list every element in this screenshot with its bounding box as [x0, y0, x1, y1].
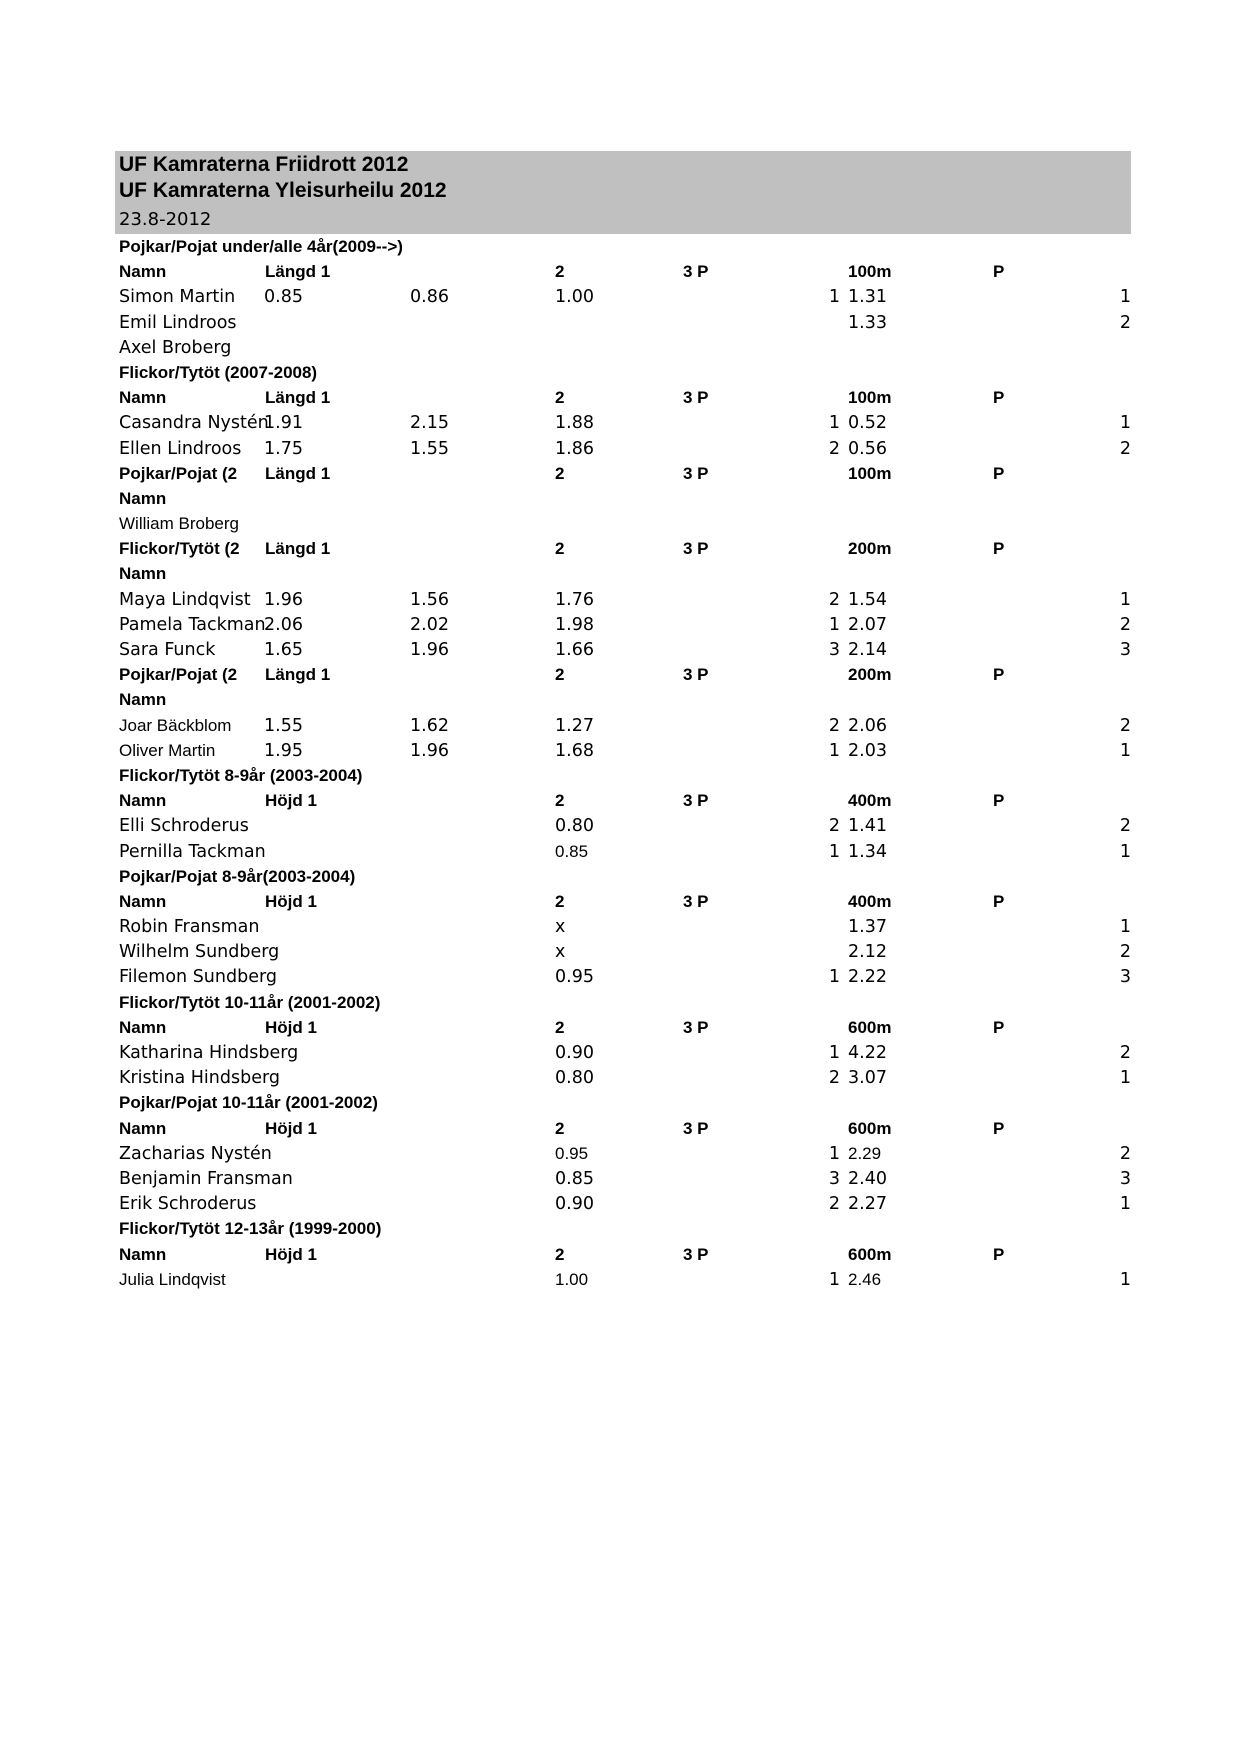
athlete-row — [115, 939, 1131, 964]
header-name: Namn — [119, 791, 167, 811]
attempt-1: 1.95 — [264, 740, 303, 761]
field-points: 1 — [828, 841, 840, 862]
athlete-name: Pamela Tackman — [119, 614, 266, 635]
field-points: 1 — [828, 740, 840, 761]
header-attempt-2: 2 — [555, 1017, 565, 1037]
header-run-event: 200m — [848, 539, 892, 559]
run-points: 2 — [1119, 614, 1131, 635]
athlete-name: Axel Broberg — [119, 337, 232, 358]
header-event-1: Höjd 1 — [265, 1118, 317, 1138]
attempt-3: 1.76 — [555, 589, 594, 610]
athlete-row — [115, 335, 1131, 360]
field-points: 2 — [828, 816, 840, 837]
athlete-row — [115, 1040, 1131, 1065]
header-run-event: 100m — [848, 388, 892, 408]
run-time: 4.22 — [848, 1043, 887, 1063]
athlete-name: Wilhelm Sundberg — [119, 942, 280, 963]
athlete-name: Maya Lindqvist — [119, 589, 251, 610]
header-run-event: 600m — [848, 1244, 892, 1264]
category-heading — [115, 990, 1131, 1015]
column-header-row — [115, 687, 1131, 712]
header-attempt-3-points: 3 P — [683, 665, 709, 685]
attempt-2: 2.02 — [410, 614, 449, 635]
athlete-name: Ellen Lindroos — [119, 438, 242, 459]
header-attempt-2: 2 — [555, 463, 565, 483]
attempt-2: 1.56 — [410, 589, 449, 610]
run-points: 2 — [1119, 942, 1131, 963]
column-header-row — [115, 1116, 1131, 1141]
run-points: 1 — [1119, 841, 1131, 862]
run-time: 2.14 — [848, 640, 887, 660]
column-header-row — [115, 536, 1131, 561]
header-attempt-3-points: 3 P — [683, 262, 709, 282]
athlete-name: Joar Bäckblom — [119, 715, 232, 735]
header-name: Pojkar/Pojat (2 — [119, 463, 238, 483]
attempt-3: 1.98 — [555, 614, 594, 635]
athlete-row — [115, 914, 1131, 939]
category-label: Flickor/Tytöt 10-11år (2001-2002) — [119, 992, 381, 1012]
header-attempt-3-points: 3 P — [683, 791, 709, 811]
header-attempt-2: 2 — [555, 262, 565, 282]
header-points: P — [993, 791, 1005, 811]
athlete-name: Filemon Sundberg — [119, 967, 277, 988]
field-points: 1 — [828, 967, 840, 988]
header-run-event: 100m — [848, 463, 892, 483]
category-heading — [115, 234, 1131, 259]
header-points: P — [993, 1244, 1005, 1264]
run-points: 2 — [1119, 438, 1131, 459]
athlete-row — [115, 1141, 1131, 1166]
run-time: 2.22 — [848, 967, 887, 988]
athlete-row — [115, 713, 1131, 738]
header-attempt-3-points: 3 P — [683, 539, 709, 559]
field-points: 1 — [828, 1269, 840, 1290]
header-name: Namn — [119, 1017, 167, 1037]
header-attempt-2: 2 — [555, 665, 565, 685]
header-attempt-2: 2 — [555, 891, 565, 911]
header-name: Pojkar/Pojat (2 — [119, 665, 238, 685]
attempt-1: 1.75 — [264, 438, 303, 459]
attempt-2: 1.62 — [410, 715, 449, 736]
attempt-1: 1.96 — [264, 589, 303, 610]
run-time: 0.52 — [848, 413, 887, 434]
category-label: Pojkar/Pojat 10-11år (2001-2002) — [119, 1093, 378, 1113]
athlete-row — [115, 436, 1131, 461]
results-header — [115, 151, 1131, 234]
column-header-row — [115, 788, 1131, 813]
athlete-row — [115, 284, 1131, 309]
athlete-row — [115, 511, 1131, 536]
event-date: 23.8-2012 — [119, 209, 212, 230]
attempt-3: x — [555, 942, 566, 963]
results-table — [115, 234, 1131, 1292]
header-points: P — [993, 262, 1005, 282]
run-points: 1 — [1119, 1269, 1131, 1290]
header-attempt-2: 2 — [555, 388, 565, 408]
category-heading — [115, 360, 1131, 385]
header-run-event: 400m — [848, 891, 892, 911]
category-heading — [115, 763, 1131, 788]
field-points: 1 — [828, 413, 840, 434]
run-points: 2 — [1119, 1143, 1131, 1164]
column-header-row — [115, 461, 1131, 486]
run-time: 2.40 — [848, 1168, 887, 1189]
header-attempt-2: 2 — [555, 539, 565, 559]
category-heading — [115, 1090, 1131, 1115]
header-run-event: 100m — [848, 262, 892, 282]
run-points: 3 — [1119, 967, 1131, 988]
run-points: 2 — [1119, 715, 1131, 736]
athlete-name: Casandra Nystén — [119, 413, 269, 434]
attempt-3: 0.85 — [555, 1168, 594, 1189]
header-event-1: Höjd 1 — [265, 891, 317, 911]
run-points: 1 — [1119, 740, 1131, 761]
attempt-3: 1.68 — [555, 740, 594, 761]
column-header-row — [115, 1242, 1131, 1267]
attempt-2: 1.96 — [410, 740, 449, 761]
header-name: Namn — [119, 1244, 167, 1264]
category-label: Flickor/Tytöt 12-13år (1999-2000) — [119, 1219, 382, 1239]
run-points: 1 — [1119, 589, 1131, 610]
attempt-3: 0.80 — [555, 816, 594, 837]
header-attempt-3-points: 3 P — [683, 388, 709, 408]
athlete-name: Simon Martin — [119, 287, 236, 308]
run-time: 1.34 — [848, 841, 887, 862]
header-points: P — [993, 388, 1005, 408]
header-run-event: 200m — [848, 665, 892, 685]
header-points: P — [993, 1118, 1005, 1138]
run-time: 2.27 — [848, 1194, 887, 1215]
field-points: 1 — [828, 1143, 840, 1164]
field-points: 1 — [828, 287, 840, 308]
athlete-row — [115, 587, 1131, 612]
athlete-name: Benjamin Fransman — [119, 1168, 293, 1189]
athlete-name: Erik Schroderus — [119, 1194, 257, 1215]
run-points: 3 — [1119, 1168, 1131, 1189]
athlete-row — [115, 410, 1131, 435]
athlete-row — [115, 738, 1131, 763]
run-time: 2.12 — [848, 942, 887, 963]
header-attempt-3-points: 3 P — [683, 1244, 709, 1264]
header-name: Namn — [119, 1118, 167, 1138]
run-points: 1 — [1119, 917, 1131, 938]
athlete-row — [115, 310, 1131, 335]
header-points: P — [993, 891, 1005, 911]
page-title-finnish: UF Kamraterna Yleisurheilu 2012 — [119, 179, 447, 202]
header-run-event: 600m — [848, 1017, 892, 1037]
header-attempt-3-points: 3 P — [683, 1118, 709, 1138]
header-name: Namn — [119, 891, 167, 911]
run-time: 2.06 — [848, 715, 887, 736]
run-time: 3.07 — [848, 1068, 887, 1089]
attempt-3: 0.90 — [555, 1043, 594, 1063]
category-label: Pojkar/Pojat 8-9år(2003-2004) — [119, 866, 356, 886]
category-label: Pojkar/Pojat under/alle 4år(2009-->) — [119, 237, 403, 256]
header-attempt-3-points: 3 P — [683, 463, 709, 483]
attempt-3: 0.80 — [555, 1068, 594, 1089]
field-points: 2 — [828, 715, 840, 736]
header-attempt-3-points: 3 P — [683, 1017, 709, 1037]
header-name: Namn — [119, 564, 167, 584]
run-points: 1 — [1119, 1068, 1131, 1089]
header-event-1: Höjd 1 — [265, 1017, 317, 1037]
header-points: P — [993, 463, 1005, 483]
run-time: 2.03 — [848, 740, 887, 761]
run-time: 1.33 — [848, 312, 887, 333]
attempt-3: 1.66 — [555, 640, 594, 660]
athlete-name: Kristina Hindsberg — [119, 1068, 280, 1089]
page-title: UF Kamraterna Friidrott 2012 — [119, 153, 409, 176]
column-header-row — [115, 662, 1131, 687]
header-attempt-2: 2 — [555, 1244, 565, 1264]
attempt-3: 0.95 — [555, 967, 594, 988]
attempt-3: 1.27 — [555, 715, 594, 736]
run-time: 0.56 — [848, 438, 887, 459]
run-time: 2.46 — [848, 1269, 882, 1289]
attempt-2: 2.15 — [410, 413, 449, 434]
column-header-row — [115, 385, 1131, 410]
attempt-1: 1.65 — [264, 640, 303, 660]
results-sheet — [115, 151, 1131, 1292]
field-points: 2 — [828, 589, 840, 610]
attempt-3: x — [555, 917, 566, 938]
athlete-name: Sara Funck — [119, 640, 216, 660]
athlete-name: Oliver Martin — [119, 740, 216, 760]
field-points: 1 — [828, 1043, 840, 1063]
field-points: 3 — [828, 1168, 840, 1189]
header-attempt-3-points: 3 P — [683, 891, 709, 911]
header-event-1: Längd 1 — [265, 539, 331, 559]
attempt-3: 0.85 — [555, 841, 589, 861]
category-heading — [115, 1216, 1131, 1241]
header-points: P — [993, 665, 1005, 685]
run-time: 1.37 — [848, 917, 887, 938]
athlete-name: Julia Lindqvist — [119, 1269, 226, 1289]
run-time: 1.41 — [848, 816, 887, 837]
header-event-1: Längd 1 — [265, 262, 331, 282]
run-points: 2 — [1119, 312, 1131, 333]
athlete-name: Katharina Hindsberg — [119, 1043, 299, 1063]
field-points: 3 — [828, 640, 840, 660]
athlete-name: William Broberg — [119, 514, 239, 534]
header-event-1: Längd 1 — [265, 665, 331, 685]
attempt-3: 0.90 — [555, 1194, 594, 1215]
athlete-row — [115, 637, 1131, 662]
field-points: 2 — [828, 438, 840, 459]
header-name: Namn — [119, 690, 167, 710]
attempt-1: 0.85 — [264, 287, 303, 308]
athlete-row — [115, 964, 1131, 989]
header-name: Flickor/Tytöt (2 — [119, 539, 240, 559]
run-time: 2.29 — [848, 1143, 882, 1163]
field-points: 2 — [828, 1068, 840, 1089]
attempt-1: 2.06 — [264, 614, 303, 635]
attempt-2: 1.96 — [410, 640, 449, 660]
athlete-row — [115, 839, 1131, 864]
header-event-1: Längd 1 — [265, 388, 331, 408]
athlete-name: Zacharias Nystén — [119, 1143, 272, 1164]
run-points: 1 — [1119, 287, 1131, 308]
athlete-name: Elli Schroderus — [119, 816, 249, 837]
header-name: Namn — [119, 262, 167, 282]
athlete-row — [115, 1065, 1131, 1090]
header-event-1: Höjd 1 — [265, 791, 317, 811]
header-points: P — [993, 539, 1005, 559]
run-time: 1.31 — [848, 287, 887, 308]
header-points: P — [993, 1017, 1005, 1037]
header-run-event: 600m — [848, 1118, 892, 1138]
attempt-1: 1.91 — [264, 413, 303, 434]
category-heading — [115, 864, 1131, 889]
attempt-3: 1.86 — [555, 438, 594, 459]
header-attempt-2: 2 — [555, 1118, 565, 1138]
field-points: 1 — [828, 614, 840, 635]
attempt-2: 1.55 — [410, 438, 449, 459]
athlete-name: Pernilla Tackman — [119, 841, 266, 862]
attempt-3: 1.00 — [555, 1269, 589, 1289]
field-points: 2 — [828, 1194, 840, 1215]
run-time: 2.07 — [848, 614, 887, 635]
header-attempt-2: 2 — [555, 791, 565, 811]
run-points: 2 — [1119, 1043, 1131, 1063]
header-name: Namn — [119, 488, 167, 508]
run-time: 1.54 — [848, 589, 887, 610]
athlete-row — [115, 1191, 1131, 1216]
attempt-3: 0.95 — [555, 1143, 589, 1163]
column-header-row — [115, 1015, 1131, 1040]
attempt-3: 1.88 — [555, 413, 594, 434]
attempt-1: 1.55 — [264, 715, 303, 736]
header-event-1: Längd 1 — [265, 463, 331, 483]
run-points: 1 — [1119, 413, 1131, 434]
athlete-row — [115, 1166, 1131, 1191]
athlete-name: Robin Fransman — [119, 917, 260, 938]
column-header-row — [115, 486, 1131, 511]
attempt-2: 0.86 — [410, 287, 449, 308]
athlete-row — [115, 813, 1131, 838]
header-run-event: 400m — [848, 791, 892, 811]
attempt-3: 1.00 — [555, 287, 594, 308]
category-label: Flickor/Tytöt 8-9år (2003-2004) — [119, 765, 363, 785]
run-points: 1 — [1119, 1194, 1131, 1215]
column-header-row — [115, 259, 1131, 284]
header-name: Namn — [119, 388, 167, 408]
run-points: 2 — [1119, 816, 1131, 837]
header-event-1: Höjd 1 — [265, 1244, 317, 1264]
category-label: Flickor/Tytöt (2007-2008) — [119, 362, 318, 382]
athlete-name: Emil Lindroos — [119, 312, 237, 333]
column-header-row — [115, 561, 1131, 586]
column-header-row — [115, 889, 1131, 914]
run-points: 3 — [1119, 640, 1131, 660]
athlete-row — [115, 612, 1131, 637]
athlete-row — [115, 1267, 1131, 1292]
